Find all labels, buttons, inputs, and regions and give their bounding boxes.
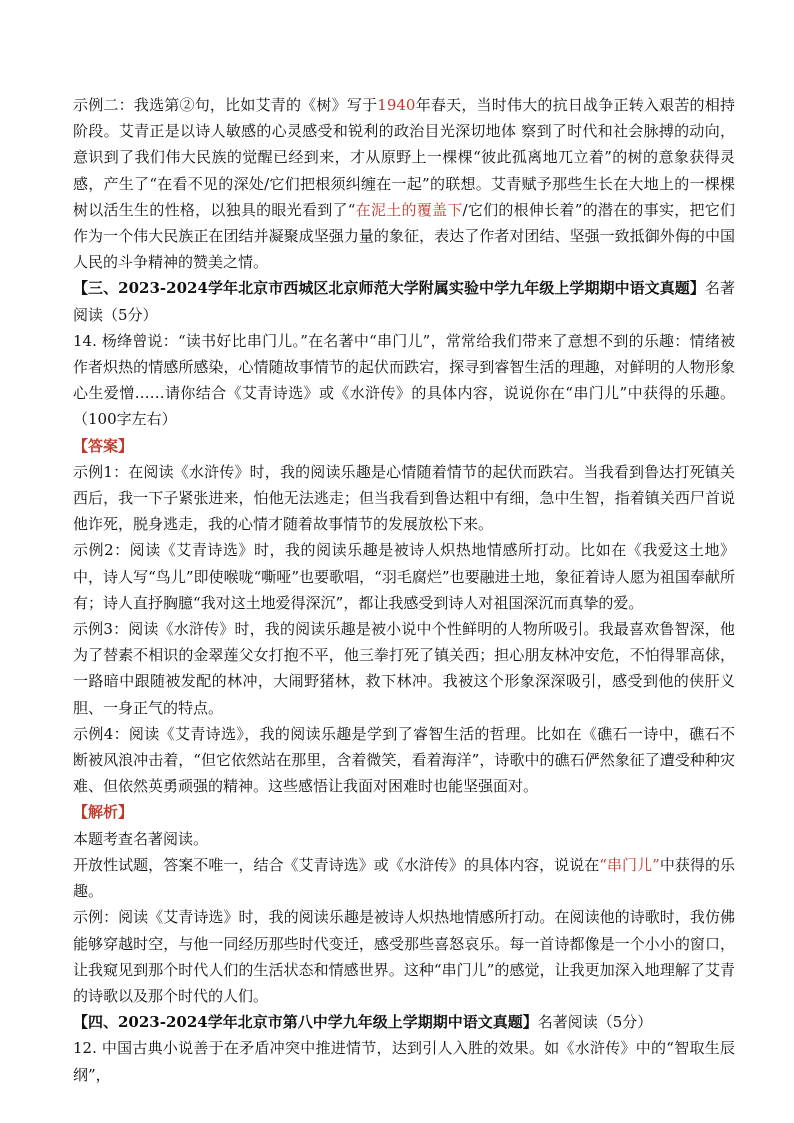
question-12: 12. 中国古典小说善于在矛盾冲突中推进情节，达到引人入胜的效果。如《水浒传》中的“智取生辰纲”，	[73, 1039, 735, 1084]
section4-title: 【四、2023-2024学年北京市第八中学九年级上学期期中语文真题】	[73, 1013, 538, 1032]
example2-quote: 在泥土的覆盖下	[355, 200, 463, 219]
section3-suffix: 名著阅读（5分）	[73, 279, 735, 324]
analysis-line-2	[73, 852, 735, 904]
answer-example-3: 示例3：阅读《水浒传》时，我的阅读乐趣是被小说中个性鲜明的人物所吸引。我最喜欢鲁智深，他为了替素不相识的金翠莲父女打抱不平，他三拳打死了镇关西；担心朋友林冲安危，不怕得罪高俅，一路暗中跟随被发配的林冲，大闹野猪林，救下林冲。我被这个形象深深吸引，感受到他的侠肝义胆、一身正气的特点。	[73, 620, 735, 717]
example2-paragraph	[73, 92, 735, 275]
answer-example-1: 示例1：在阅读《水浒传》时，我的阅读乐趣是心情随着情节的起伏而跌宕。当我看到鲁达打死镇关西后，我一下子紧张进来，怕他无法逃走；但当我看到鲁达粗中有细，急中生智，指着镇关西尸首说他诈死，脱身逃走，我的心情才随着故事情节的发展放松下来。	[73, 462, 735, 534]
section3-title: 【三、2023-2024学年北京市西城区北京师范大学附属实验中学九年级上学期期中语文真题】	[73, 279, 705, 298]
analysis-line-2-b: 中获得的乐趣。	[73, 855, 735, 901]
example2-year: 1940	[377, 96, 416, 114]
analysis-line-2-a: 开放性试题，答案不唯一，结合《艾青诗选》或《水浒传》的具体内容，说说在	[73, 855, 600, 874]
question-14: 14. 杨绛曾说：“读书好比串门儿。”在名著中“串门儿”，常常给我们带来了意想不到的乐趣：情绪被作者炽热的情感所感染，心情随故事情节的起伏而跌宕，探寻到睿智生活的理趣，对鲜明的人物形象心生爱憎……请你结合《艾青诗选》或《水浒传》的具体内容，说说你在“串门儿”中获得的乐趣。（100字左右）	[73, 331, 735, 429]
example2-text-1: 示例二：我选第②句，比如艾青的《树》写于	[73, 96, 378, 114]
answer-tag: 【答案】	[73, 436, 134, 455]
analysis-tag: 【解析】	[73, 803, 134, 822]
section3-heading	[73, 275, 735, 327]
example2-text-2: 年春天，当时伟大的抗日战争正转入艰苦的相持阶段。艾青正是以诗人敏感的心灵感受和锐利的政治目光深切地体 察到了时代和社会脉搏的动向，意识到了我们伟大民族的觉醒已经到来，才从原野上一棵棵“彼此孤离地兀立着”的树的意象获得灵感，产生了“在看不见的深处/它们把根须纠缠在一起”的联想。艾青赋予那些生长在大地上的一棵棵树以活生生的性格，以独具的眼光看到了“	[73, 96, 735, 219]
section4-heading	[73, 1009, 735, 1035]
answer-example-4: 示例4：阅读《艾青诗选》，我的阅读乐趣是学到了睿智生活的哲理。比如在《礁石一诗中，礁石不断被风浪冲击着，“但它依然站在那里，含着微笑，看着海洋”，诗歌中的礁石俨然象征了遭受种种灾难、但依然英勇顽强的精神。这些感悟让我面对困难时也能坚强面对。	[73, 724, 735, 796]
answer-example-2: 示例2：阅读《艾青诗选》时，我的阅读乐趣是被诗人炽热地情感所打动。比如在《我爱这土地》中，诗人写“鸟儿”即使喉咙“嘶哑”也要歌唱，“羽毛腐烂”也要融进土地，象征着诗人愿为祖国奉献所有；诗人直抒胸臆“我对这土地爱得深沉”，都让我感受到诗人对祖国深沉而真挚的爱。	[73, 541, 735, 612]
section4-suffix: 名著阅读（5分）	[537, 1013, 653, 1032]
example2-text-3: /它们的根伸长着”的潜在的事实，把它们作为一个伟大民族正在团结并凝聚成坚强力量的象征，表达了作者对团结、坚强一致抵御外侮的中国人民的斗争精神的赞美之情。	[73, 200, 735, 272]
analysis-example: 示例：阅读《艾青诗选》时，我的阅读乐趣是被诗人炽热地情感所打动。在阅读他的诗歌时，我仿佛能够穿越时空，与他一同经历那些时代变迁，感受那些喜怒哀乐。每一首诗都像是一个小小的窗口，让我窥见到那个时代人们的生活状态和情感世界。这种“串门儿”的感觉，让我更加深入地理解了艾青的诗歌以及那个时代的人们。	[73, 908, 735, 1005]
document-page	[73, 92, 735, 1088]
analysis-line-1: 本题考查名著阅读。	[73, 829, 209, 848]
analysis-line-2-highlight: “串门儿”	[599, 855, 660, 874]
